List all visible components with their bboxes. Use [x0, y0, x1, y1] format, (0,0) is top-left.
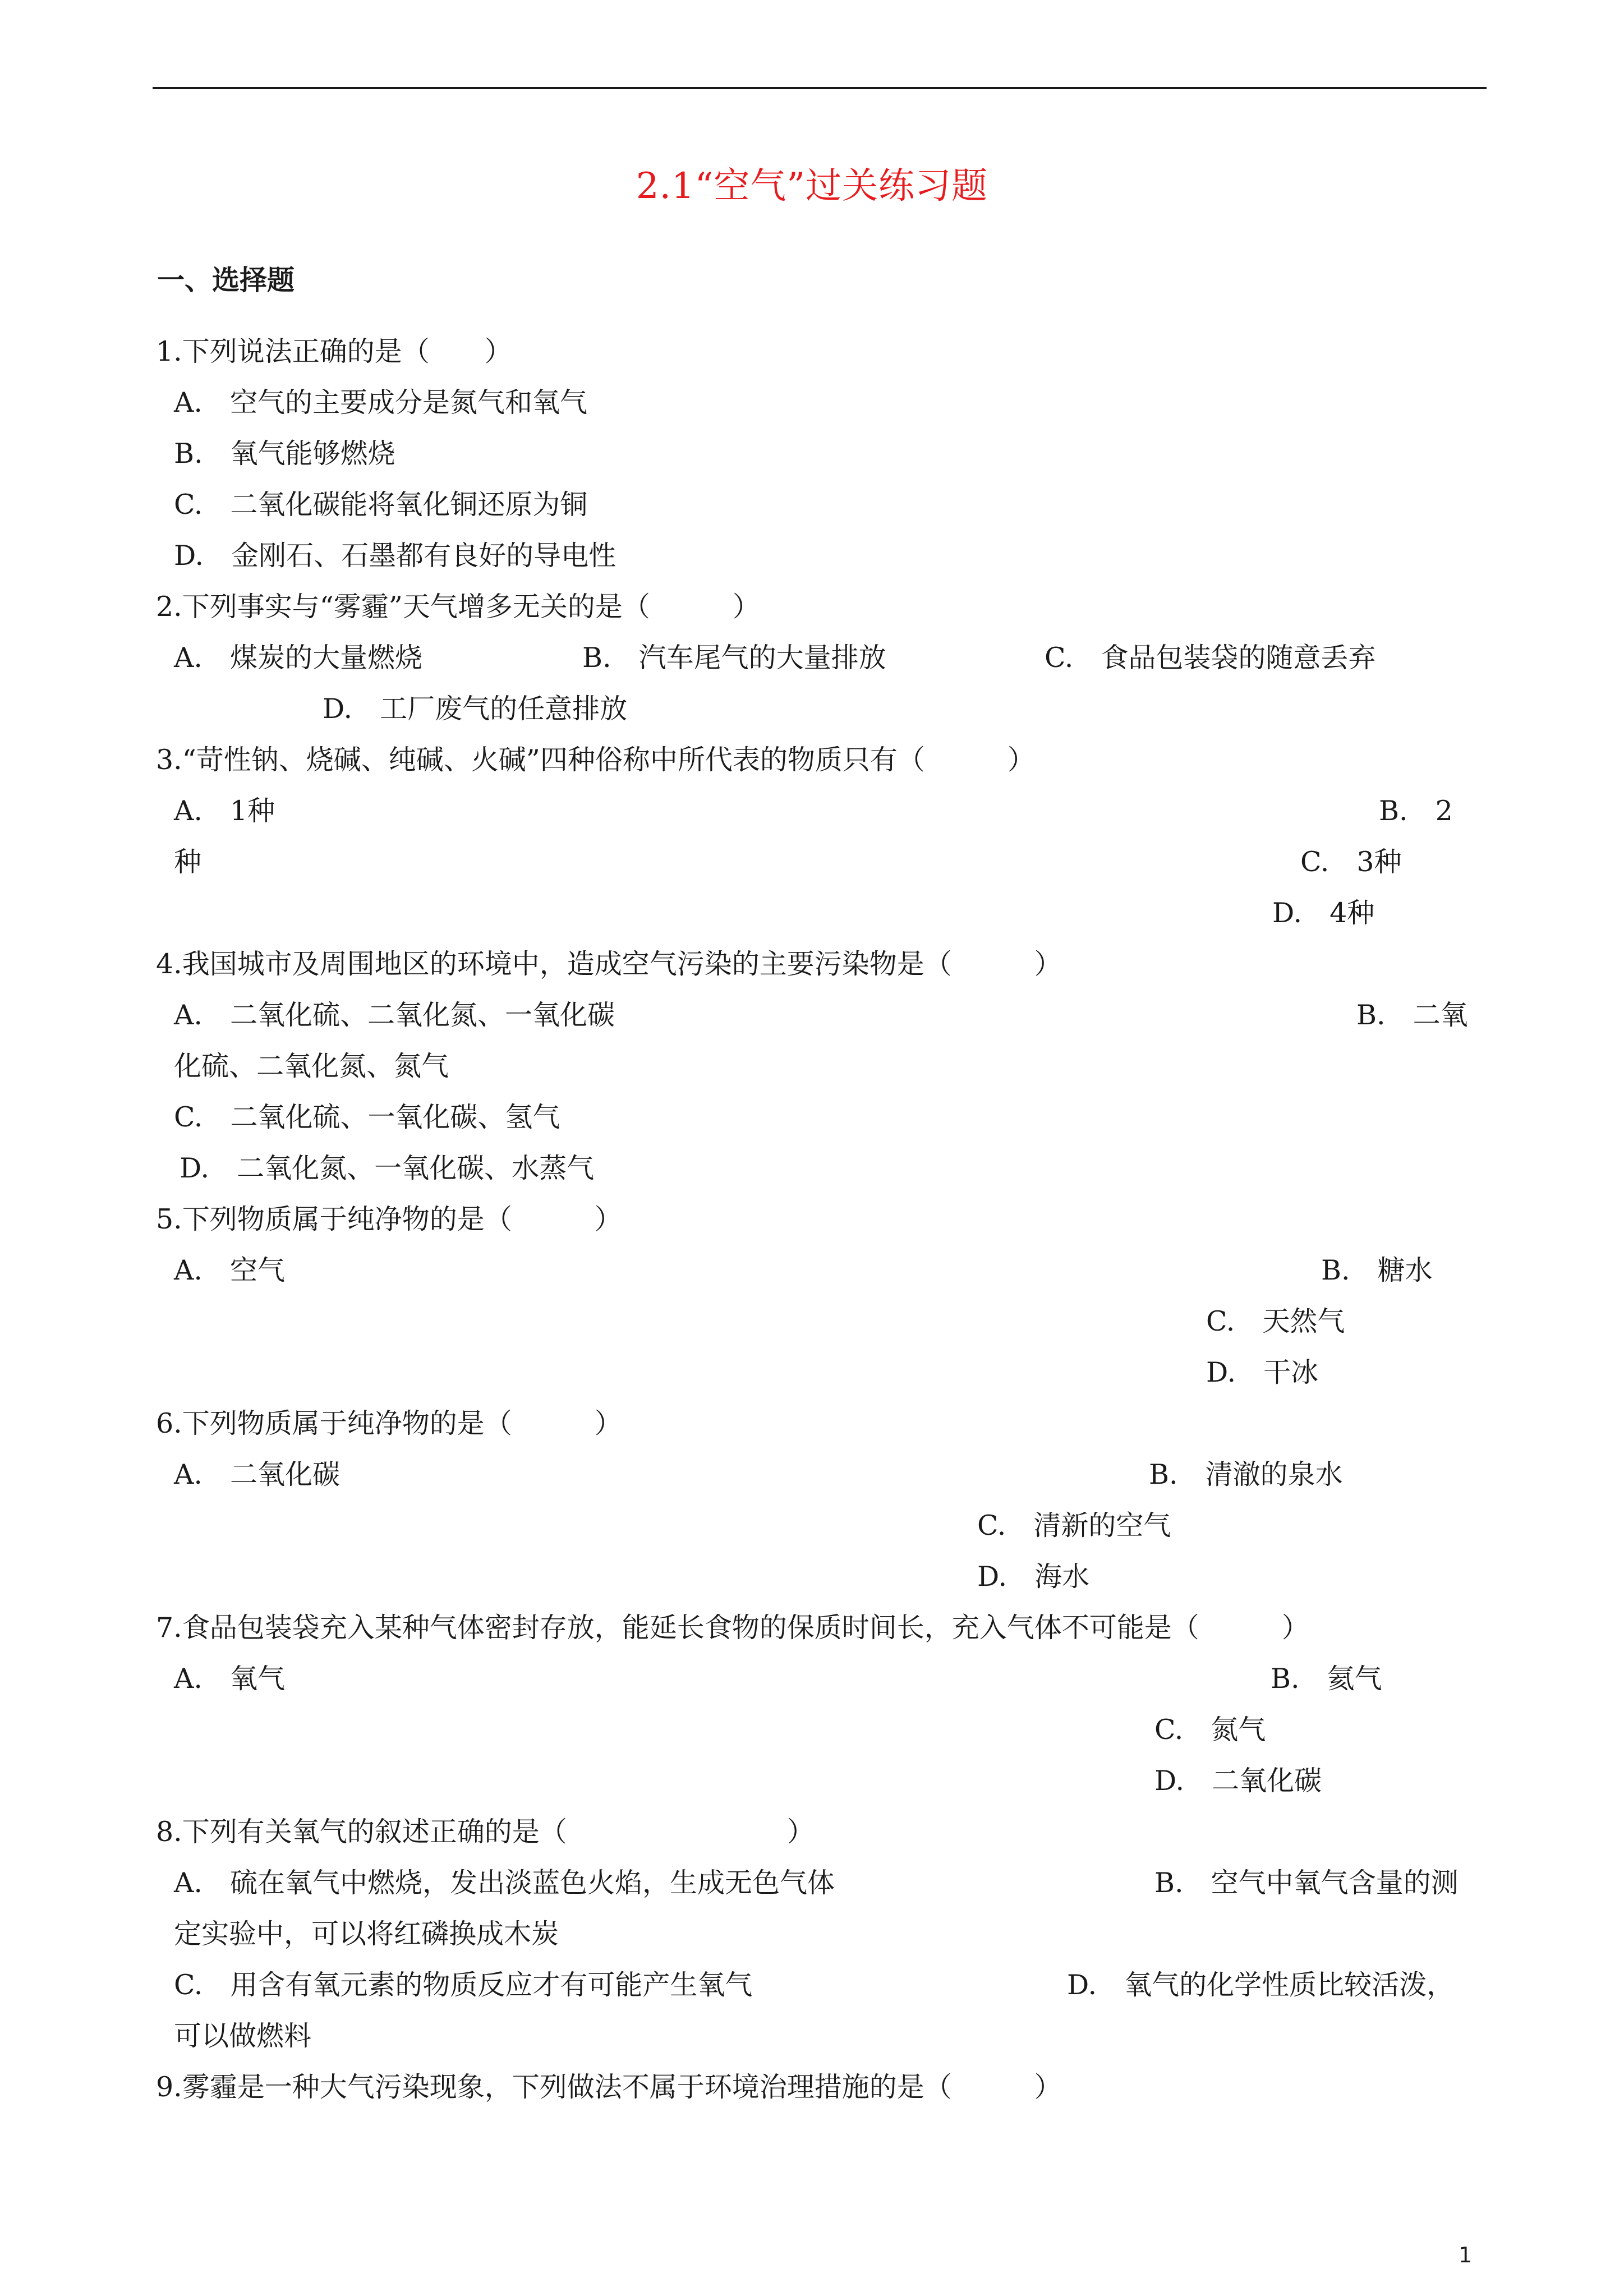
section-heading: 一、选择题: [157, 264, 295, 296]
q2-stem: 2.下列事实与“雾霾”天气增多无关的是（ ）: [156, 591, 760, 623]
q7-option-b: B. 氦气: [1271, 1663, 1382, 1695]
q3-option-d: D. 4种: [1272, 897, 1375, 929]
q5-option-a: A. 空气: [174, 1254, 285, 1286]
q8-option-d: D. 氧气的化学性质比较活泼，: [1067, 1969, 1455, 2001]
q5-option-b: B. 糖水: [1321, 1254, 1433, 1286]
q4-option-b: B. 二氧: [1356, 999, 1468, 1031]
q1-option-b: B. 氧气能够燃烧: [174, 438, 395, 470]
q8-option-a: A. 硫在氧气中燃烧，发出淡蓝色火焰，生成无色气体: [174, 1867, 835, 1899]
page-title: 2.1“空气”过关练习题: [636, 165, 988, 207]
q4-option-c: C. 二氧化硫、一氧化碳、氢气: [174, 1101, 560, 1133]
q2-option-c: C. 食品包装袋的随意丢弃: [1045, 642, 1376, 674]
q5-stem: 5.下列物质属于纯净物的是（ ）: [156, 1203, 622, 1235]
q8-option-b-wrap: 定实验中，可以将红磷换成木炭: [174, 1918, 559, 1950]
q6-option-c: C. 清新的空气: [977, 1510, 1171, 1542]
q3-option-c: C. 3种: [1300, 846, 1402, 878]
q4-option-d: D. 二氧化氮、一氧化碳、水蒸气: [180, 1152, 595, 1184]
q3-option-b-wrap: 种: [174, 846, 202, 878]
q2-option-d: D. 工厂废气的任意排放: [323, 693, 628, 725]
q4-stem: 4.我国城市及周围地区的环境中，造成空气污染的主要污染物是（ ）: [156, 948, 1062, 980]
page-number: 1: [1459, 2243, 1473, 2267]
q3-stem: 3.“苛性钠、烧碱、纯碱、火碱”四种俗称中所代表的物质只有（ ）: [156, 744, 1035, 776]
q6-option-d: D. 海水: [977, 1561, 1090, 1593]
q8-option-c: C. 用含有氧元素的物质反应才有可能产生氧气: [174, 1969, 753, 2001]
q8-option-b: B. 空气中氧气含量的测: [1154, 1867, 1459, 1899]
q7-option-d: D. 二氧化碳: [1154, 1765, 1322, 1797]
q3-option-a: A. 1种: [174, 795, 275, 827]
q3-option-b: B. 2: [1379, 795, 1453, 827]
q7-option-c: C. 氮气: [1154, 1714, 1266, 1746]
q6-option-b: B. 清澈的泉水: [1149, 1458, 1343, 1490]
q7-option-a: A. 氧气: [174, 1663, 285, 1695]
q8-option-d-wrap: 可以做燃料: [174, 2020, 312, 2052]
q5-option-d: D. 干冰: [1206, 1356, 1319, 1388]
q1-option-a: A. 空气的主要成分是氮气和氧气: [174, 386, 587, 418]
q7-stem: 7.食品包装袋充入某种气体密封存放，能延长食物的保质时间长，充入气体不可能是（ ）: [156, 1612, 1309, 1644]
q4-option-a: A. 二氧化硫、二氧化氮、一氧化碳: [174, 999, 615, 1031]
q9-stem: 9.雾霾是一种大气污染现象，下列做法不属于环境治理措施的是（ ）: [156, 2071, 1062, 2103]
q6-option-a: A. 二氧化碳: [174, 1458, 340, 1490]
q4-option-b-wrap: 化硫、二氧化氮、氮气: [174, 1050, 449, 1082]
q8-stem: 8.下列有关氧气的叙述正确的是（ ）: [156, 1816, 815, 1848]
top-rule: [153, 87, 1487, 89]
q1-stem: 1.下列说法正确的是（ ）: [156, 335, 512, 367]
q2-option-a: A. 煤炭的大量燃烧: [174, 642, 422, 674]
q2-option-b: B. 汽车尾气的大量排放: [582, 642, 886, 674]
q1-option-c: C. 二氧化碳能将氧化铜还原为铜: [174, 489, 588, 521]
q1-option-d: D. 金刚石、石墨都有良好的导电性: [174, 540, 617, 572]
q5-option-c: C. 天然气: [1206, 1305, 1345, 1337]
q6-stem: 6.下列物质属于纯净物的是（ ）: [156, 1407, 622, 1439]
